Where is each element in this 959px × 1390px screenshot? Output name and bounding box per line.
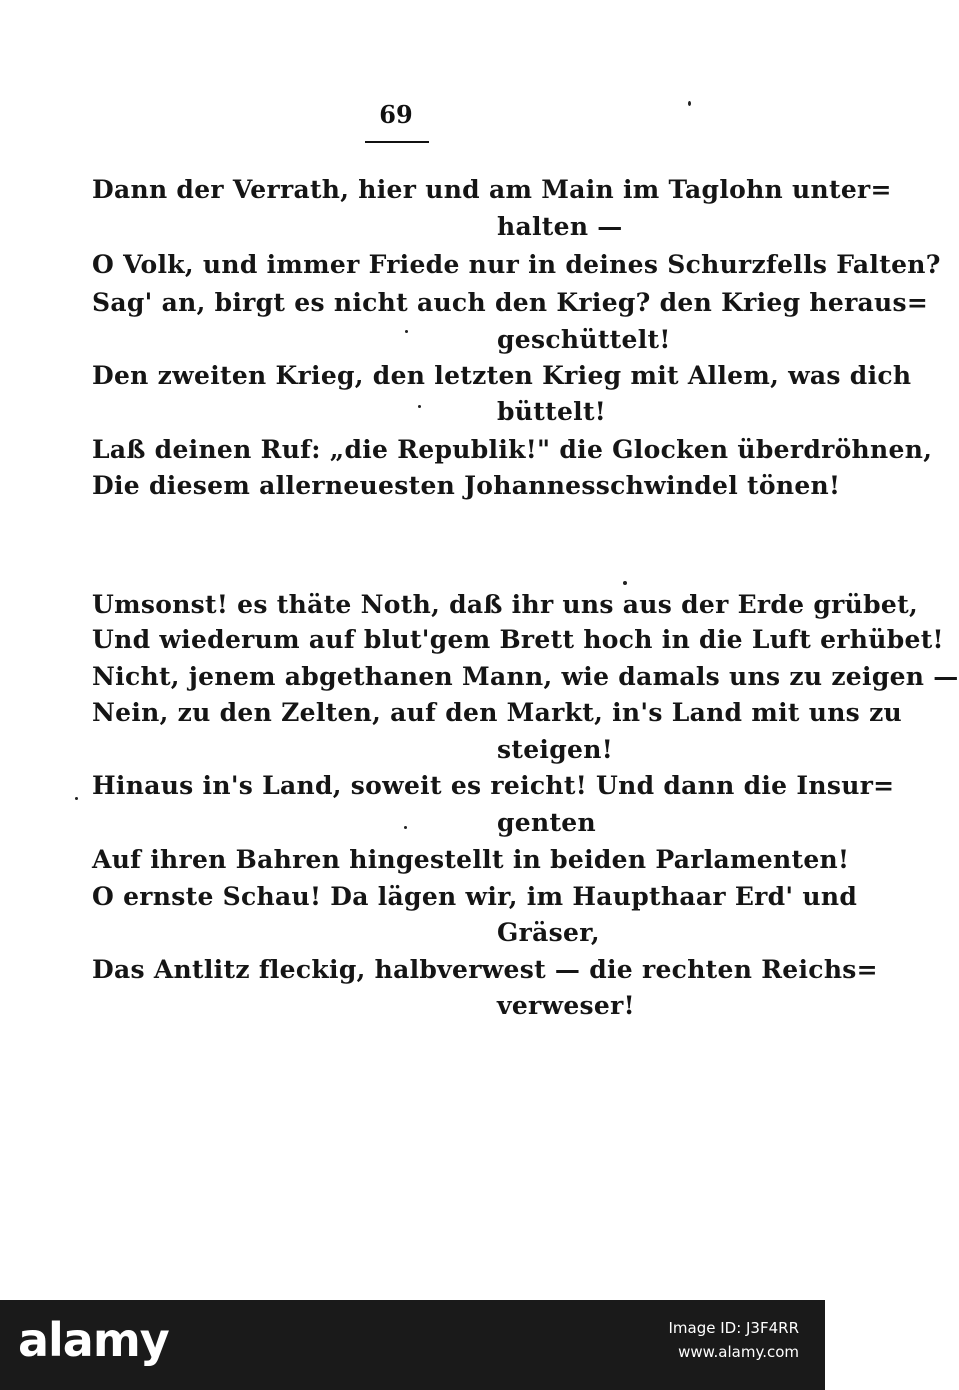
poem-line-continuation: steigen! <box>497 735 613 764</box>
poem-line-continuation: genten <box>497 808 596 837</box>
page-number-rule <box>365 141 429 143</box>
poem-line: Das Antlitz fleckig, halbverwest — die rechten Reichs= <box>92 955 878 984</box>
poem-line: Und wiederum auf blut'gem Brett hoch in die Luft erhübet! <box>92 625 944 654</box>
page-number: 69 <box>379 100 413 129</box>
scan-speck <box>688 101 691 106</box>
poem-line: Umsonst! es thäte Noth, daß ihr uns aus der Erde grübet, <box>92 590 918 619</box>
stock-site-url: www.alamy.com <box>678 1343 799 1361</box>
poem-line-continuation: Gräser, <box>497 918 600 947</box>
poem-line: Die diesem allerneuesten Johannesschwindel tönen! <box>92 471 841 500</box>
scan-speck <box>418 405 421 408</box>
poem-line: Nicht, jenem abgethanen Mann, wie damals uns zu zeigen — <box>92 662 959 691</box>
poem-line: Auf ihren Bahren hingestellt in beiden Parlamenten! <box>92 845 850 874</box>
scan-speck <box>623 581 627 585</box>
stock-image-info <box>668 1316 799 1364</box>
poem-line: O ernste Schau! Da lägen wir, im Haupthaar Erd' und <box>92 882 858 911</box>
poem-line-continuation: geschüttelt! <box>497 325 671 354</box>
scan-speck <box>75 797 78 800</box>
poem-line: Laß deinen Ruf: „die Republik!" die Glocken überdröhnen, <box>92 435 933 464</box>
stock-logo: alamy <box>18 1313 169 1367</box>
poem-line: Hinaus in's Land, soweit es reicht! Und dann die Insur= <box>92 771 895 800</box>
poem-line: O Volk, und immer Friede nur in deines Schurzfells Falten? <box>92 250 941 279</box>
poem-line-continuation: halten — <box>497 212 623 241</box>
scan-speck <box>404 826 407 829</box>
scan-speck <box>405 330 408 333</box>
poem-line: Dann der Verrath, hier und am Main im Taglohn unter= <box>92 175 892 204</box>
stock-image-id: Image ID: J3F4RR <box>668 1319 799 1337</box>
poem-line: Sag' an, birgt es nicht auch den Krieg? den Krieg heraus= <box>92 288 929 317</box>
poem-line: Nein, zu den Zelten, auf den Markt, in's Land mit uns zu <box>92 698 903 727</box>
poem-line-continuation: büttelt! <box>497 397 607 426</box>
poem-line-continuation: verweser! <box>497 991 635 1020</box>
poem-line: Den zweiten Krieg, den letzten Krieg mit Allem, was dich <box>92 361 912 390</box>
